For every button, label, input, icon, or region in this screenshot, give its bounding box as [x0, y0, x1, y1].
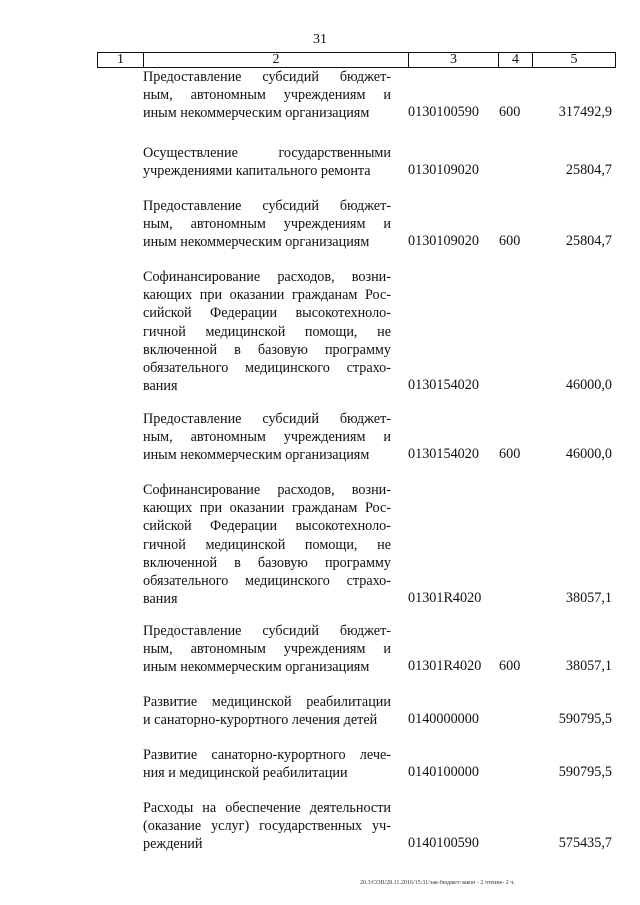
- target-code: 0130154020: [408, 377, 479, 394]
- description-line: обязательного медицинского страхо-: [143, 573, 391, 590]
- row-description: [143, 481, 391, 608]
- amount: 25804,7: [565, 233, 612, 250]
- column-header-5: 5: [533, 53, 616, 68]
- description-line: Софинансирование расходов, возни-: [143, 269, 391, 285]
- row-description: [143, 410, 391, 465]
- description-line: вания: [143, 378, 178, 395]
- description-line: учреждениями капитального ремонта: [143, 163, 371, 180]
- row-description: [143, 799, 391, 854]
- description-line: сийской Федерации высокотехноло-: [143, 305, 391, 322]
- amount: 46000,0: [565, 446, 612, 463]
- description-line: иным некоммерческим организациям: [143, 447, 370, 464]
- description-line: кающих при оказании гражданам Рос-: [143, 287, 391, 304]
- description-line: включенной в базовую программу: [143, 341, 391, 358]
- description-line: Софинансирование расходов, возни-: [143, 482, 391, 498]
- description-line: сийской Федерации высокотехноло-: [143, 518, 391, 535]
- description-line: гичной медицинской помощи, не: [143, 323, 391, 340]
- description-line: ным, автономным учреждениям и: [143, 641, 391, 658]
- target-code: 01301R4020: [408, 590, 482, 607]
- target-code: 01301R4020: [408, 658, 482, 675]
- expense-type-code: 600: [499, 446, 521, 463]
- target-code: 0130100590: [408, 104, 479, 121]
- description-line: кающих при оказании гражданам Рос-: [143, 500, 391, 517]
- amount: 25804,7: [565, 162, 612, 179]
- description-line: иным некоммерческим организациям: [143, 105, 370, 122]
- description-line: ным, автономным учреждениям и: [143, 87, 391, 104]
- column-header-3: 3: [409, 53, 499, 68]
- column-header-1: 1: [98, 53, 144, 68]
- expense-type-code: 600: [499, 104, 521, 121]
- expense-type-code: 600: [499, 658, 521, 675]
- description-line: вания: [143, 591, 178, 608]
- description-line: обязательного медицинского страхо-: [143, 360, 391, 377]
- description-line: (оказание услуг) государственных уч-: [143, 818, 391, 835]
- target-code: 0140000000: [408, 711, 479, 728]
- description-line: Осуществление государственными: [143, 145, 391, 161]
- description-line: Предоставление субсидий бюджет-: [143, 69, 391, 85]
- description-line: Предоставление субсидий бюджет-: [143, 411, 391, 427]
- target-code: 0130109020: [408, 162, 479, 179]
- column-header-table: [97, 52, 616, 68]
- description-line: включенной в базовую программу: [143, 554, 391, 571]
- amount: 590795,5: [558, 711, 612, 728]
- target-code: 0140100000: [408, 764, 479, 781]
- description-line: Развитие медицинской реабилитации: [143, 694, 391, 710]
- target-code: 0130109020: [408, 233, 479, 250]
- amount: 46000,0: [565, 377, 612, 394]
- amount: 38057,1: [565, 658, 612, 675]
- description-line: гичной медицинской помощи, не: [143, 536, 391, 553]
- target-code: 0130154020: [408, 446, 479, 463]
- description-line: иным некоммерческим организациям: [143, 659, 370, 676]
- description-line: Расходы на обеспечение деятельности: [143, 800, 391, 816]
- expense-type-code: 600: [499, 233, 521, 250]
- row-description: [143, 693, 391, 729]
- description-line: Предоставление субсидий бюджет-: [143, 198, 391, 214]
- target-code: 0140100590: [408, 835, 479, 852]
- description-line: иным некоммерческим организациям: [143, 234, 370, 251]
- row-description: [143, 68, 391, 123]
- description-line: реждений: [143, 836, 203, 853]
- column-header-4: 4: [499, 53, 533, 68]
- row-description: [143, 197, 391, 252]
- amount: 38057,1: [565, 590, 612, 607]
- row-description: [143, 144, 391, 180]
- description-line: ния и медицинской реабилитации: [143, 765, 348, 782]
- description-line: Развитие санаторно-курортного лече-: [143, 747, 391, 763]
- description-line: Предоставление субсидий бюджет-: [143, 623, 391, 639]
- page-number: 31: [313, 32, 327, 47]
- description-line: ным, автономным учреждениям и: [143, 429, 391, 446]
- row-description: [143, 622, 391, 677]
- description-line: ным, автономным учреждениям и: [143, 216, 391, 233]
- row-description: [143, 746, 391, 782]
- document-footer: 20.3/СОВ/28.11.2016/15:31/зак-бюджет-закон - 2 чтение- 2 ч.: [360, 880, 515, 886]
- row-description: [143, 268, 391, 395]
- description-line: и санаторно-курортного лечения детей: [143, 712, 378, 729]
- amount: 575435,7: [558, 835, 612, 852]
- column-header-2: 2: [144, 53, 409, 68]
- amount: 590795,5: [558, 764, 612, 781]
- column-header-row: [98, 53, 616, 68]
- amount: 317492,9: [558, 104, 612, 121]
